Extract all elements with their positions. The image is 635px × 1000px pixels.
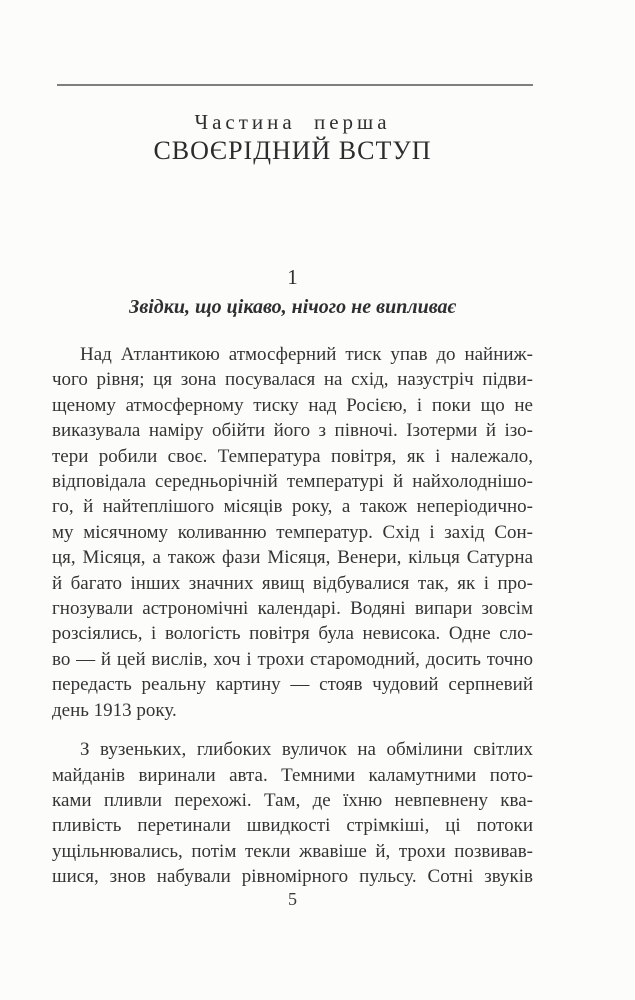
text-line: чого рівня; ця зона посувалася на схід, назустріч підви-	[52, 369, 533, 391]
text-line: день 1913 року.	[52, 699, 177, 721]
text-line: майданів виринали авта. Темними каламутними пото-	[52, 764, 533, 786]
text-line: во — й цей вислів, хоч і трохи старомодний, досить точно	[52, 648, 533, 670]
text-line: пливість перетинали швидкості стрімкіші, ці потоки	[52, 815, 533, 837]
text-line: тери робили своє. Температура повітря, як і належало,	[52, 445, 533, 467]
paragraph	[52, 342, 533, 723]
text-line: відповідала середньорічній температурі й найхолоднішо-	[52, 471, 533, 493]
text-line: ками пливли перехожі. Там, де їхню невпевнену ква-	[52, 789, 533, 811]
header-rule	[57, 84, 533, 86]
body-text	[52, 342, 533, 890]
text-line: ця, Місяця, а також фази Місяця, Венери, кільця Сатурна	[52, 547, 533, 569]
text-line: Над Атлантикою атмосферний тиск упав до найниж-	[80, 344, 533, 365]
text-line: ущільнювались, потім текли жвавіше й, трохи позвивав-	[52, 840, 533, 862]
text-line: передасть реальну картину — стояв чудовий серпневий	[52, 674, 533, 696]
chapter-number: 1	[287, 265, 298, 289]
text-line: щеному атмосферному тиску над Росією, і поки що не	[52, 394, 533, 416]
text-line: й багато інших значних явищ відбувалися так, як і про-	[52, 572, 533, 594]
text-line: З вузеньких, глибоких вуличок на обмілини світлих	[80, 739, 533, 761]
part-label: Частина перша	[194, 110, 391, 134]
text-line: гнозували астрономічні календарі. Водяні випари зовсім	[52, 598, 533, 620]
paragraph	[52, 737, 533, 889]
text-line: го, й найтеплішого місяців року, а також неперіодично-	[52, 496, 533, 518]
text-line: шися, знов набували рівномірного пульсу. Сотні звуків	[52, 866, 533, 888]
chapter-title: Звідки, що цікаво, нічого не випливає	[129, 296, 456, 318]
text-line: розсіялись, і вологість повітря була невисока. Одне сло-	[52, 623, 533, 645]
text-line: му місячному коливанню температур. Схід і захід Сон-	[52, 521, 533, 543]
text-line: виказувала наміру обійти його з півночі. Ізотерми й ізо-	[52, 420, 533, 442]
page-number: 5	[288, 889, 297, 909]
part-title: СВОЄРІДНИЙ ВСТУП	[153, 136, 432, 165]
